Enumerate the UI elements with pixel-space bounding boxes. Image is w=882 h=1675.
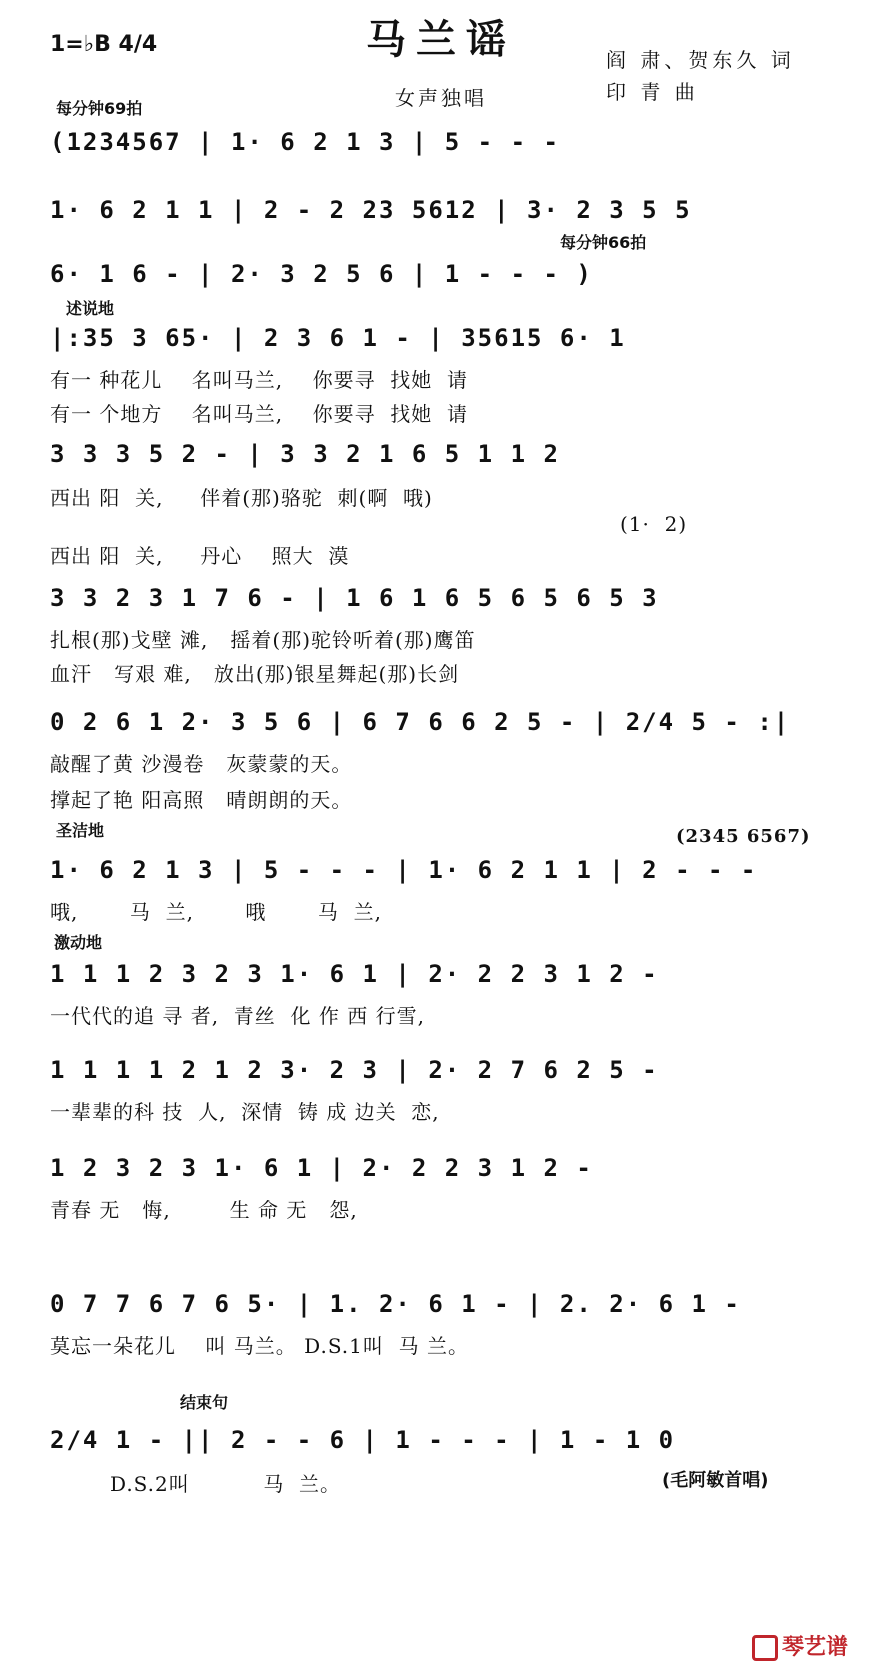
site-logo — [752, 1630, 848, 1661]
lyrics-verse-2: 有一 个地方 名叫马兰, 你要寻 找她 请 — [50, 402, 469, 426]
expression-mark: 圣洁地 — [56, 821, 105, 840]
logo-icon — [752, 1635, 778, 1661]
lyricist-credit: 阎 肃、贺东久 词 — [606, 48, 795, 72]
performer-credit: (毛阿敏首唱) — [662, 1470, 769, 1491]
lyrics-verse-1: 一辈辈的科 技 人, 深情 铸 成 边关 恋, — [50, 1100, 440, 1124]
alternate-notes: (2345 6567) — [676, 826, 811, 847]
expression-mark: 结束句 — [180, 1393, 229, 1412]
notation-line: (1234567 | 1· 6 2 1 3 | 5 - - - — [50, 128, 560, 156]
notation-line: 3 3 2 3 1 7 6 - | 1 6 1 6 5 6 5 6 5 3 — [50, 584, 659, 612]
lyrics-verse-1: 青春 无 悔, 生 命 无 怨, — [50, 1198, 358, 1222]
notation-line: 1 2 3 2 3 1· 6 1 | 2· 2 2 3 1 2 - — [50, 1154, 593, 1182]
lyrics-verse-2: 撑起了艳 阳高照 晴朗朗的天。 — [50, 788, 353, 812]
key-signature: 1=♭B 4/4 — [50, 32, 158, 57]
lyrics-verse-2: 西出 阳 关, 丹心 照大 漠 — [50, 544, 350, 568]
notation-line: 6· 1 6 - | 2· 3 2 5 6 | 1 - - - ) — [50, 260, 593, 288]
alternate-notes: (1· 2) — [620, 512, 688, 536]
notation-line: 1· 6 2 1 3 | 5 - - - | 1· 6 2 1 1 | 2 - - - — [50, 856, 758, 884]
notation-line: 0 2 6 1 2· 3 5 6 | 6 7 6 6 2 5 - | 2/4 5 - :| — [50, 708, 791, 736]
lyrics-verse-1: 敲醒了黄 沙漫卷 灰蒙蒙的天。 — [50, 752, 353, 776]
lyrics-verse-1: 莫忘一朵花儿 叫 马兰。 D.S.1叫 马 兰。 — [50, 1334, 469, 1358]
expression-mark: 述说地 — [66, 299, 115, 318]
tempo-main: 每分钟66拍 — [560, 233, 647, 252]
song-title: 马兰谣 — [366, 16, 516, 63]
lyrics-verse-1: 有一 种花儿 名叫马兰, 你要寻 找她 请 — [50, 368, 469, 392]
composer-credit: 印 青 曲 — [606, 80, 699, 104]
lyrics-verse-1: 西出 阳 关, 伴着(那)骆驼 刺(啊 哦) — [50, 486, 433, 510]
lyrics-verse-1: 扎根(那)戈壁 滩, 摇着(那)驼铃听着(那)鹰笛 — [50, 628, 476, 652]
notation-line: 1 1 1 1 2 1 2 3· 2 3 | 2· 2 7 6 2 5 - — [50, 1056, 659, 1084]
lyrics-verse-2: 血汗 写艰 难, 放出(那)银星舞起(那)长剑 — [50, 662, 460, 686]
notation-line: 0 7 7 6 7 6 5· | 1. 2· 6 1 - | 2. 2· 6 1 - — [50, 1290, 741, 1318]
lyrics-verse-1: D.S.2叫 马 兰。 — [110, 1472, 342, 1496]
notation-line: 3 3 3 5 2 - | 3 3 2 1 6 5 1 1 2 — [50, 440, 560, 468]
performance-note: 女声独唱 — [395, 86, 487, 110]
expression-mark: 激动地 — [54, 933, 103, 952]
notation-line: |:35 3 65· | 2 3 6 1 - | 35615 6· 1 — [50, 324, 626, 352]
logo-text: 琴艺谱 — [781, 1635, 848, 1660]
lyrics-verse-1: 哦, 马 兰, 哦 马 兰, — [50, 900, 383, 924]
notation-line: 1· 6 2 1 1 | 2 - 2 23 5612 | 3· 2 3 5 5 — [50, 196, 692, 224]
notation-line: 1 1 1 2 3 2 3 1· 6 1 | 2· 2 2 3 1 2 - — [50, 960, 659, 988]
notation-line: 2/4 1 - || 2 - - 6 | 1 - - - | 1 - 1 0 — [50, 1426, 676, 1454]
tempo-intro: 每分钟69拍 — [56, 99, 143, 118]
lyrics-verse-1: 一代代的追 寻 者, 青丝 化 作 西 行雪, — [50, 1004, 425, 1028]
